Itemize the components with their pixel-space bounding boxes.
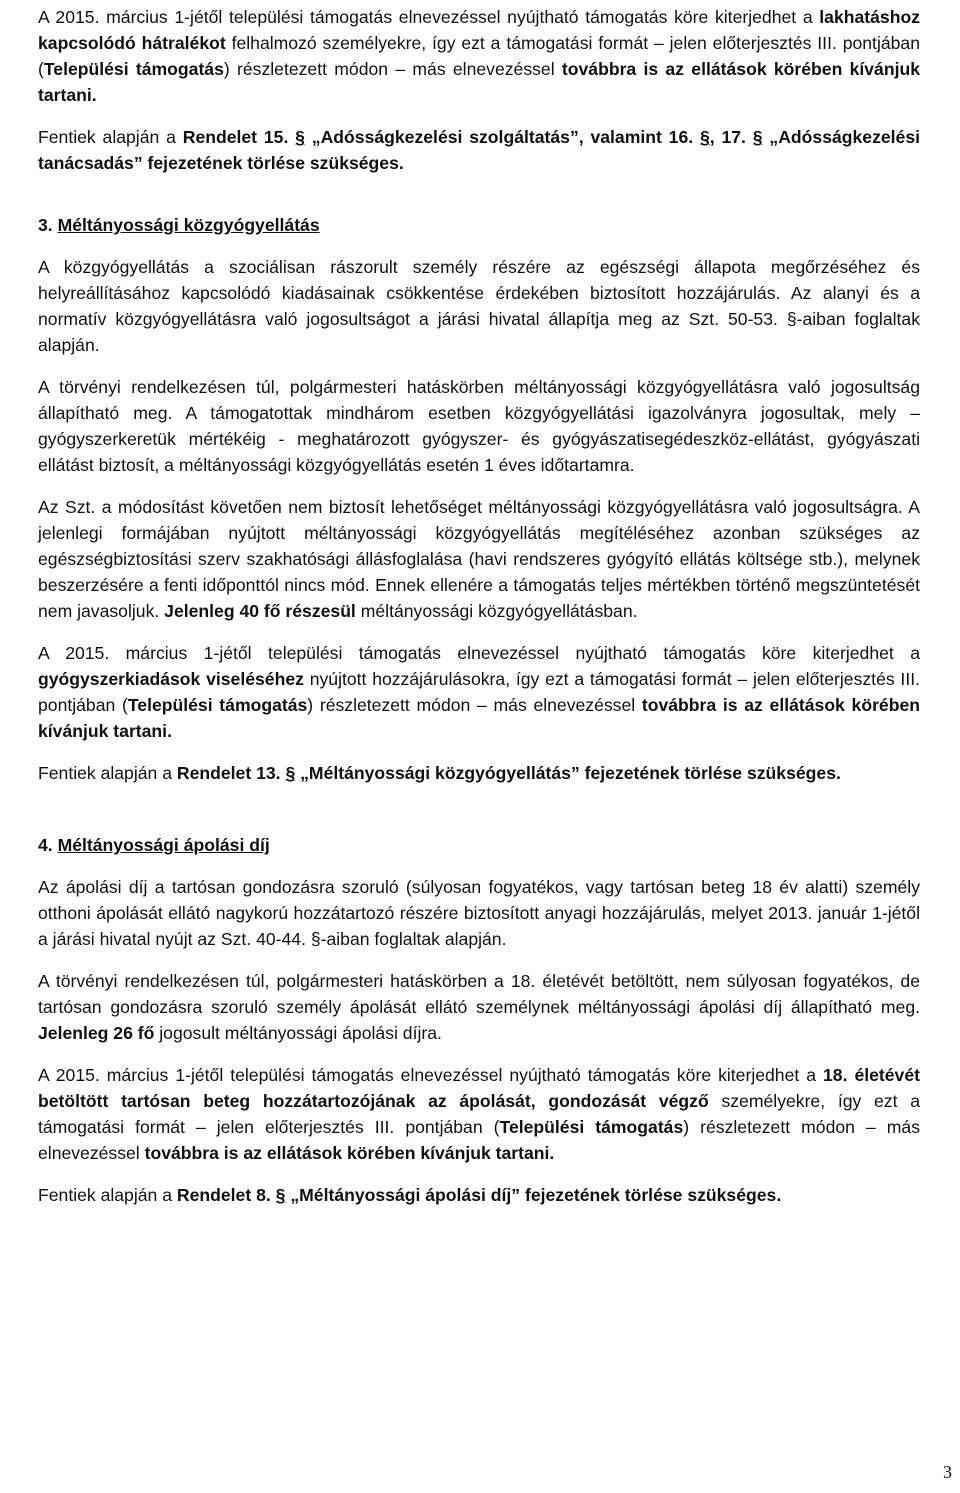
bold-text: „Adósságkezelési tanácsadás” fejezetének törlése szükséges. — [38, 127, 921, 173]
section-sign: § — [285, 763, 296, 783]
text: nyújtott hozzájárulásokra, így ezt a támogatási formát – jelen előterjesztés III. pontjában ( — [38, 669, 920, 715]
text: méltányossági közgyógyellátásban. — [355, 601, 638, 621]
paragraph-nursing-fee-deletion — [38, 1182, 920, 1208]
text: A 2015. március 1-jétől települési támogatás elnevezéssel nyújtható támogatás köre kiterjedhet a — [38, 1065, 824, 1085]
text: személyekre, így ezt a támogatási formát – jelen előterjesztés III. pontjában ( — [38, 1091, 921, 1137]
text: jogosult méltányossági ápolási díjra. — [154, 1023, 442, 1043]
paragraph-equity-nursing-fee — [38, 968, 920, 1046]
section-title: Méltányossági ápolási díj — [57, 835, 270, 855]
text: Az Szt. a módosítást követően nem biztosít lehetőséget méltányossági közgyógyellátásra való jogosultságra. A jelenlegi formájában nyújtott méltányossági közgyógyellátás megítéléséhez azonban szükséges az egészségbiztosítási szerv szakhatósági állásfoglalása (havi rendszeres gyógyító ellátás költsége stb.), melynek beszerzésére a fenti időponttól nincs mód. Ennek ellenére a támogatás teljes mértékben történő megszüntetését nem javasoljuk. — [38, 497, 920, 621]
section-sign: § — [295, 127, 305, 147]
paragraph-modification-effect — [38, 494, 920, 624]
text: Fentiek alapján a — [38, 763, 177, 783]
text: A 2015. március 1-jétől települési támogatás elnevezéssel nyújtható támogatás köre kiterjedhet a — [38, 7, 820, 27]
section-sign: § — [699, 127, 710, 147]
text: A törvényi rendelkezésen túl, polgármesteri hatáskörben a 18. életévét betöltött, nem súlyosan fogyatékos, de tartósan gondozásra szoruló személy ápolását ellátó személynek méltányossági ápolási díj állapítható meg. — [38, 971, 920, 1017]
section-heading-4 — [38, 832, 920, 858]
paragraph-housing-arrears — [38, 4, 920, 108]
text: ) részletezett módon – más elnevezéssel — [307, 695, 642, 715]
paragraph-nursing-fee-definition: Az ápolási díj a tartósan gondozásra szoruló (súlyosan fogyatékos, vagy tartósan beteg 18 év alatti) személy otthoni ápolását ellátó nagykorú hozzátartozó részére biztosított anyagi hozzájárulás, melyet 2013. január 1-jétől a járási hivatal nyújt az Szt. 40-44. §-aiban foglaltak alapján. — [38, 877, 920, 949]
bold-text: gyógyszerkiadások viseléséhez — [38, 669, 304, 689]
bold-text: „Méltányossági közgyógyellátás” fejezetének törlése szükséges. — [295, 763, 841, 783]
text: felhalmozó személyekre, így ezt a támogatási formát – jelen előterjesztés III. pontjában ( — [38, 33, 920, 79]
paragraph-medicine-expenses — [38, 640, 920, 744]
bold-text: Rendelet 15. — [182, 127, 296, 147]
bold-text: „Méltányossági ápolási díj” fejezetének törlése szükséges. — [285, 1185, 782, 1205]
bold-text: Rendelet 8. — [176, 1185, 276, 1205]
bold-text: Települési támogatás — [43, 59, 224, 79]
paragraph-public-health-care-definition: A közgyógyellátás a szociálisan rászorult személy részére az egészségi állapota megőrzéséhez és helyreállításához kapcsolódó kiadásainak csökkentése érdekében biztosított hozzájárulás. Az alanyi és a normatív közgyógyellátásra való jogosultságot a járási hivatal állapítja meg az Szt. 50-53. §-aiban foglaltak alapján. — [38, 257, 920, 355]
bold-text: Rendelet 13. — [176, 763, 286, 783]
bold-text: Települési támogatás — [499, 1117, 684, 1137]
bold-text: lakhatáshoz kapcsolódó hátralékot — [38, 7, 920, 53]
paragraph-health-care-deletion — [38, 760, 920, 786]
bold-text: Jelenleg 40 fő részesül — [164, 601, 356, 621]
bold-text: továbbra is az ellátások körében kívánjuk tartani. — [38, 59, 921, 105]
text: A 2015. március 1-jétől települési támogatás elnevezéssel nyújtható támogatás köre kiterjedhet a — [38, 643, 920, 663]
bold-text: 18. életévét betöltött tartósan beteg hozzátartozójának az ápolását, gondozását végző — [38, 1065, 920, 1111]
section-title: Méltányossági közgyógyellátás — [57, 215, 320, 235]
section-heading-3 — [38, 212, 920, 238]
bold-text: , 17. — [709, 127, 753, 147]
text: Fentiek alapján a — [38, 127, 183, 147]
bold-text: Települési támogatás — [127, 695, 308, 715]
section-number: 4. — [38, 835, 53, 855]
page-number: 3 — [943, 1462, 952, 1482]
bold-text: Jelenleg 26 fő — [38, 1023, 155, 1043]
bold-text: továbbra is az ellátások körében kívánjuk tartani. — [38, 695, 920, 741]
section-sign: § — [275, 1185, 286, 1205]
paragraph-caregivers-support — [38, 1062, 920, 1166]
paragraph-equity-health-care: A törvényi rendelkezésen túl, polgármesteri hatáskörben méltányossági közgyógyellátásra való jogosultság állapítható meg. A támogatottak mindhárom esetben közgyógyellátási igazolványra jogosultak, mely – gyógyszerkeretük mértékéig - meghatározott gyógyszer- és gyógyászatisegédeszköz-ellátást, gyógyászati ellátást biztosít, a méltányossági közgyógyellátás esetén 1 éves időtartamra. — [38, 377, 920, 475]
text: Fentiek alapján a — [38, 1185, 177, 1205]
section-number: 3. — [38, 215, 53, 235]
paragraph-debt-management-deletion — [38, 124, 920, 176]
document-page — [38, 4, 920, 1208]
bold-text: továbbra is az ellátások körében kívánjuk tartani. — [144, 1143, 555, 1163]
text: ) részletezett módon – más elnevezéssel — [38, 1117, 920, 1163]
section-sign: § — [752, 127, 763, 147]
bold-text: „Adósságkezelési szolgáltatás”, valamint 16. — [304, 127, 700, 147]
text: ) részletezett módon – más elnevezéssel — [223, 59, 562, 79]
